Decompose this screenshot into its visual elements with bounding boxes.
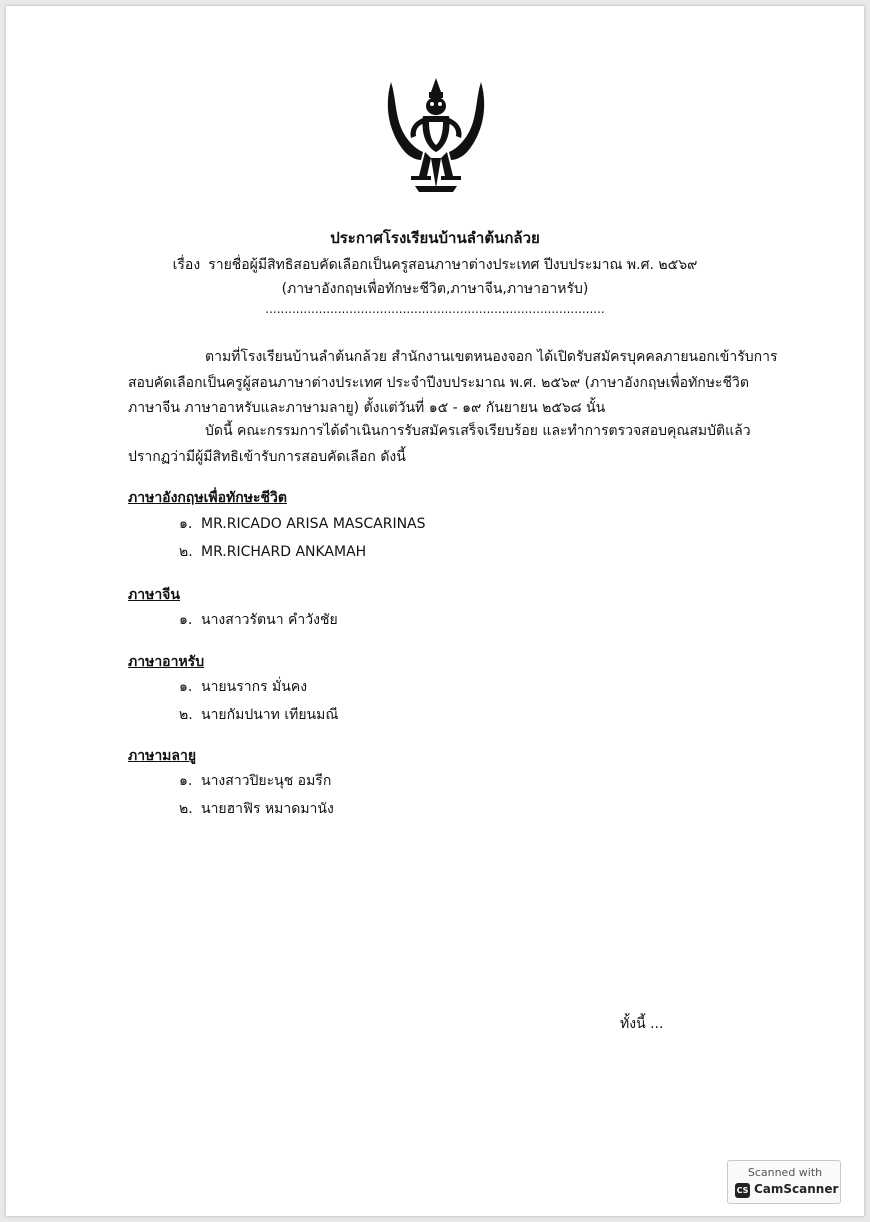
item-number: ๑.: [179, 612, 193, 628]
section-heading-arabic: ภาษาอาหรับ: [128, 654, 205, 670]
item-number: ๑.: [179, 773, 193, 789]
document-title: ประกาศโรงเรียนบ้านลำต้นกล้วย: [330, 229, 540, 247]
list-item: [179, 798, 334, 820]
list-item: [179, 676, 307, 698]
garuda-emblem-icon: [381, 72, 491, 198]
item-number: ๑.: [179, 679, 193, 695]
paragraph-1-line-2: สอบคัดเลือกเป็นครูผู้สอนภาษาต่างประเทศ ประจำปีงบประมาณ พ.ศ. ๒๕๖๙ (ภาษาอังกฤษเพื่อทักษะชีวิต: [128, 375, 749, 391]
item-name: MR.RICADO ARISA MASCARINAS: [201, 516, 426, 532]
subject-label: เรื่อง: [172, 257, 201, 273]
item-number: ๒.: [179, 801, 193, 817]
item-name: นางสาวรัตนา คำวังชัย: [201, 612, 338, 628]
paragraph-1-line-3: ภาษาจีน ภาษาอาหรับและภาษามลายู) ตั้งแต่วันที่ ๑๕ - ๑๙ กันยายน ๒๕๖๘ นั้น: [128, 400, 606, 416]
list-item: [179, 513, 426, 535]
item-name: นายฮาฟิร หมาดมานัง: [201, 801, 334, 817]
document-subtitle: (ภาษาอังกฤษเพื่อทักษะชีวิต,ภาษาจีน,ภาษาอาหรับ): [281, 281, 589, 297]
scanned-with-text: Scanned with: [747, 1166, 823, 1179]
paragraph-2-line-1: บัดนี้ คณะกรรมการได้ดำเนินการรับสมัครเสร็จเรียบร้อย และทำการตรวจสอบคุณสมบัติแล้ว: [205, 423, 751, 439]
list-item: [179, 770, 331, 792]
section-heading-malay: ภาษามลายู: [128, 748, 197, 764]
item-number: ๒.: [179, 544, 193, 560]
item-number: ๒.: [179, 707, 193, 723]
camscanner-watermark: [727, 1160, 841, 1204]
item-name: นายกัมปนาท เทียนมณี: [201, 707, 339, 723]
item-number: ๑.: [179, 516, 193, 532]
section-heading-chinese: ภาษาจีน: [128, 587, 180, 603]
separator-line: .........................................................................................: [265, 302, 605, 316]
paragraph-2-line-2: ปรากฏว่ามีผู้มีสิทธิเข้ารับการสอบคัดเลือก ดังนี้: [128, 449, 406, 465]
list-item: [179, 541, 366, 563]
item-name: MR.RICHARD ANKAMAH: [201, 544, 367, 560]
subject-text: รายชื่อผู้มีสิทธิสอบคัดเลือกเป็นครูสอนภาษาต่างประเทศ ปีงบประมาณ พ.ศ. ๒๕๖๙: [208, 257, 698, 273]
section-heading-english: ภาษาอังกฤษเพื่อทักษะชีวิต: [128, 490, 287, 506]
item-name: นายนรากร มั่นคง: [201, 679, 308, 695]
continuation-text: ทั้งนี้ ...: [620, 1016, 664, 1032]
list-item: [179, 704, 338, 726]
subject-line: [0, 254, 870, 276]
camscanner-brand: CamScanner: [754, 1182, 839, 1196]
item-name: นางสาวปิยะนุช อมรีก: [201, 773, 332, 789]
paragraph-1-line-1: ตามที่โรงเรียนบ้านลำต้นกล้วย สำนักงานเขตหนองจอก ได้เปิดรับสมัครบุคคลภายนอกเข้ารับการ: [205, 349, 778, 365]
list-item: [179, 609, 338, 631]
camscanner-logo-icon: CS: [735, 1183, 750, 1198]
